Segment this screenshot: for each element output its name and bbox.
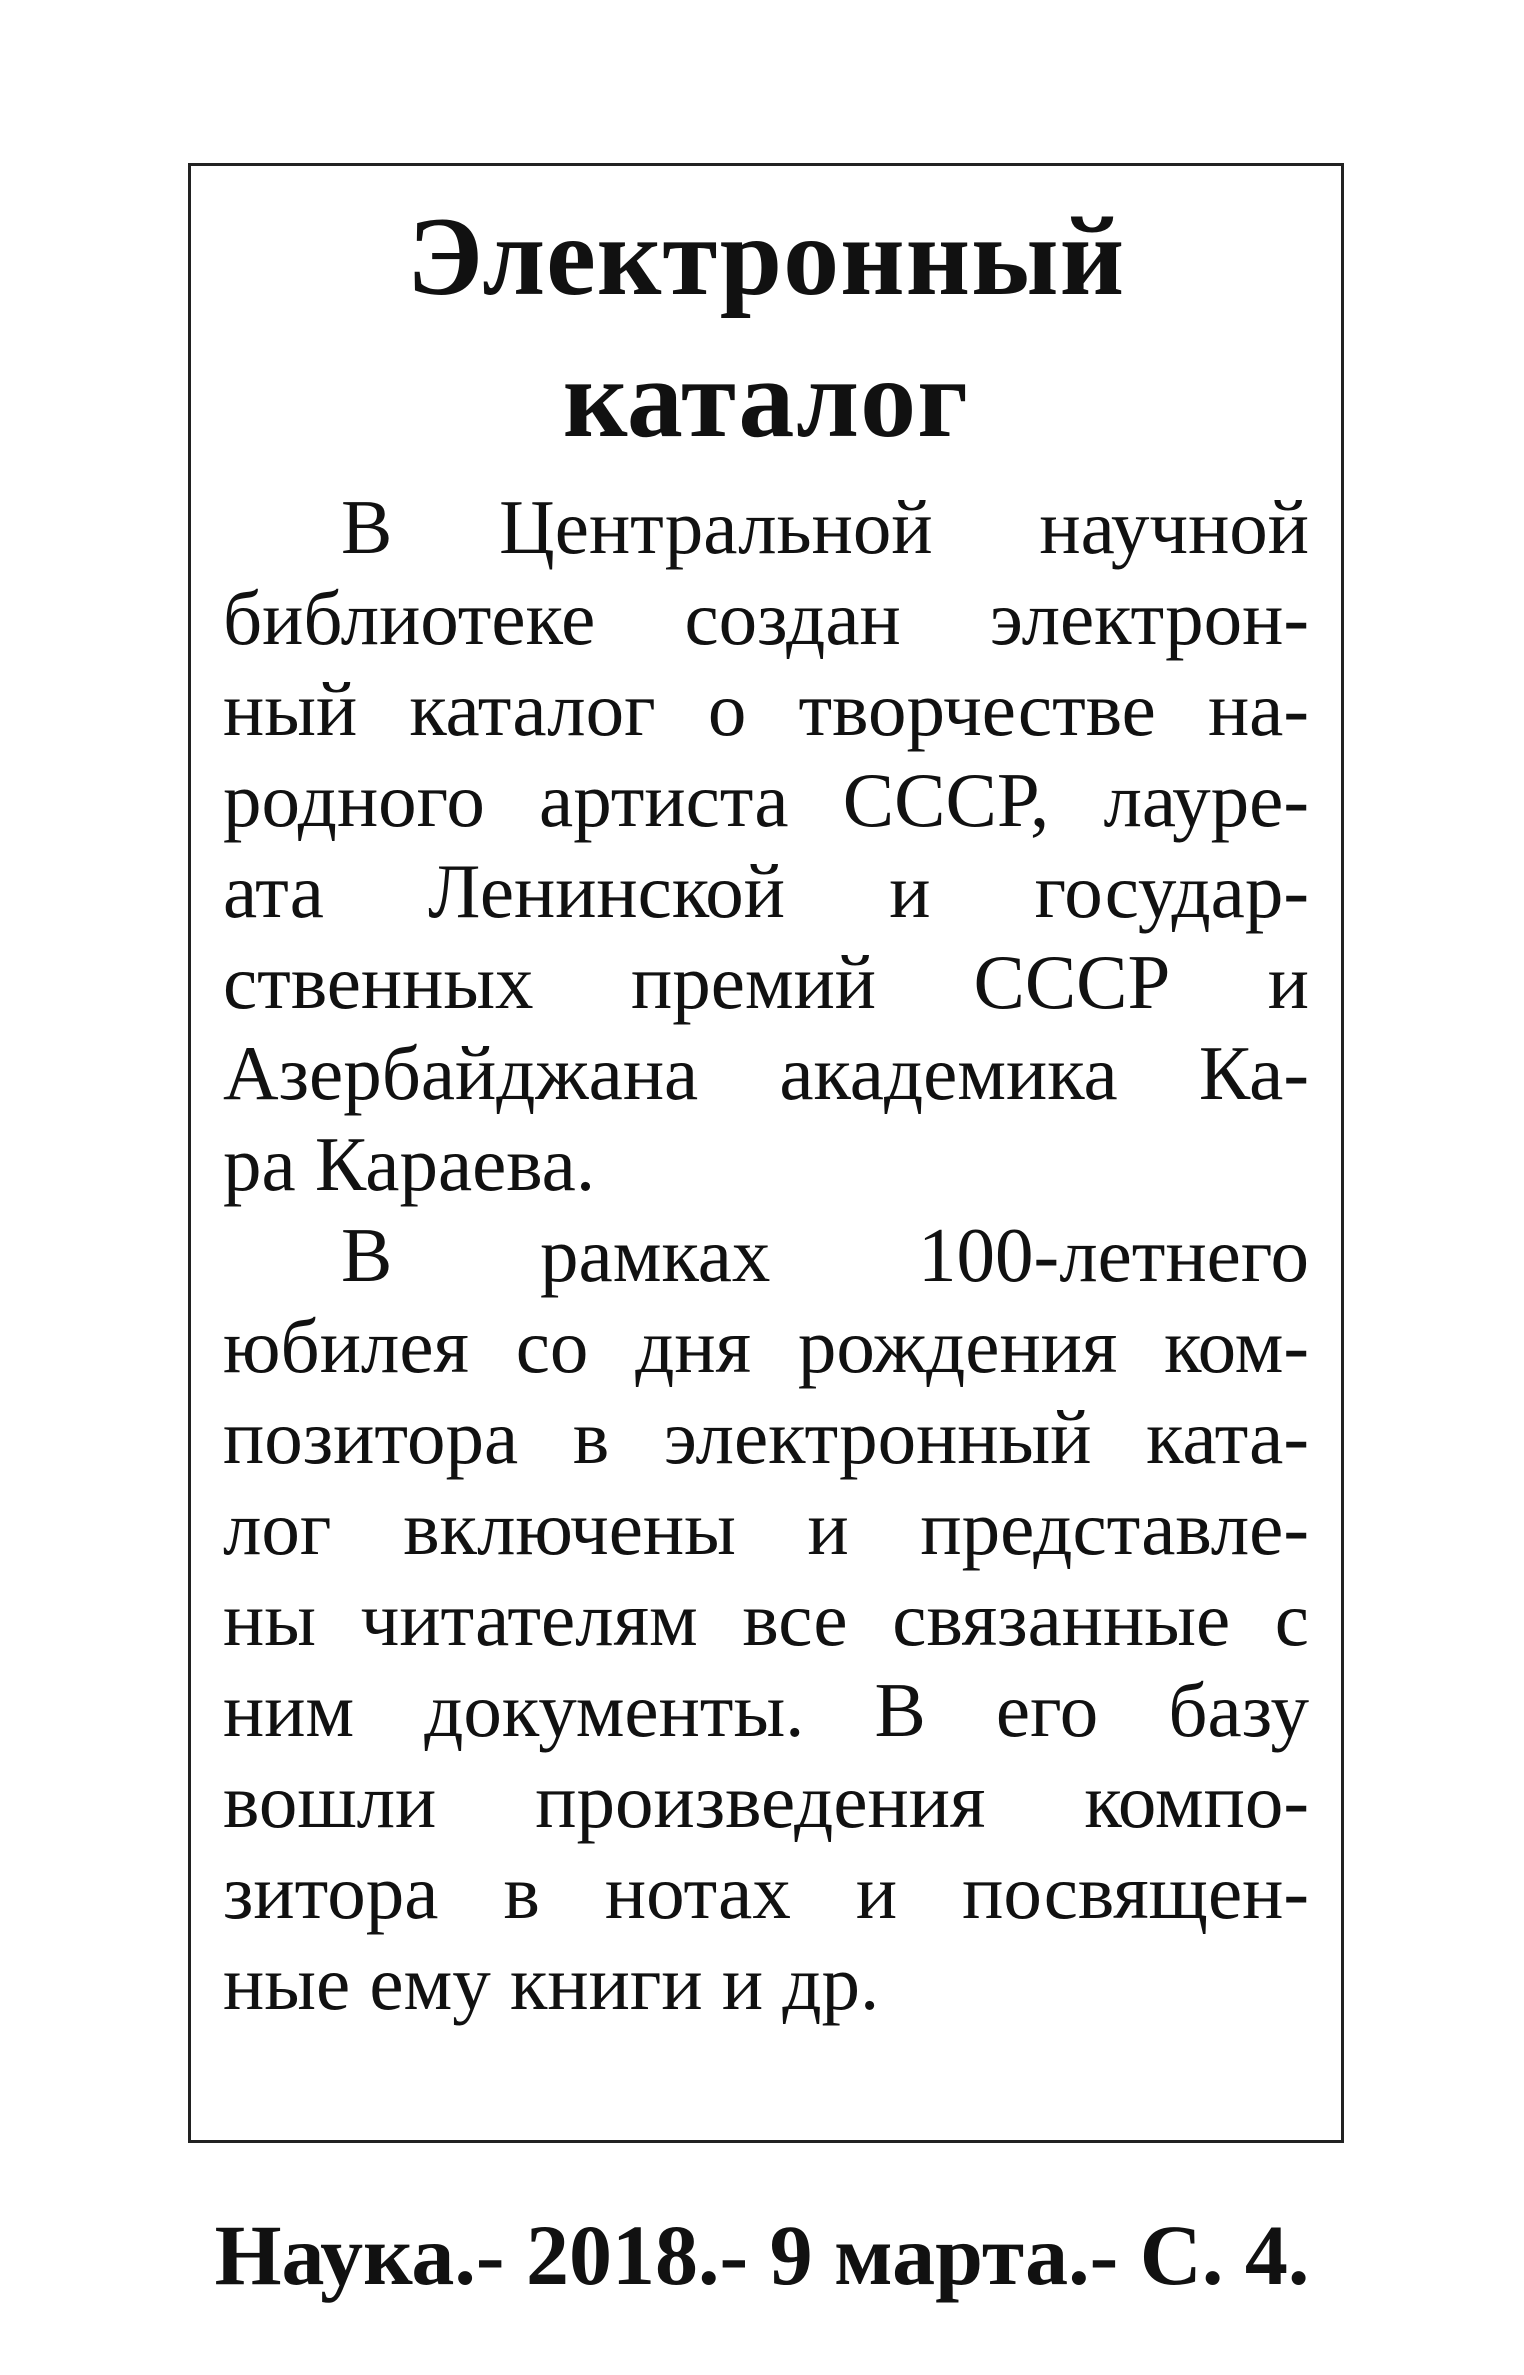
text-line: В Центральной научной	[341, 484, 1309, 570]
text-line: лог включены и представле-	[223, 1485, 1309, 1571]
article-paragraph	[223, 482, 1309, 1210]
article-paragraph	[223, 1210, 1309, 2029]
text-line: зитора в нотах и посвящен-	[223, 1849, 1309, 1935]
text-line: ны читателям все связанные с	[223, 1576, 1309, 1662]
source-citation: Наука.- 2018.- 9 марта.- С. 4.	[214, 2207, 1310, 2303]
text-line: позитора в электронный ката-	[223, 1394, 1309, 1480]
text-line: ный каталог о творчестве на-	[223, 666, 1309, 752]
text-line: вошли произведения компо-	[223, 1758, 1309, 1844]
article-body	[223, 482, 1309, 2029]
text-line: ра Караева.	[223, 1121, 596, 1207]
text-line: ата Ленинской и государ-	[223, 848, 1309, 934]
text-line: родного артиста СССР, лауре-	[223, 757, 1309, 843]
text-line: ные ему книги и др.	[223, 1940, 880, 2026]
text-line: В рамках 100-летнего	[341, 1212, 1309, 1298]
text-line: ственных премий СССР и	[223, 939, 1309, 1025]
text-line: Азербайджана академика Ка-	[223, 1030, 1309, 1116]
headline-line: Электронный	[406, 195, 1126, 319]
article-headline	[223, 186, 1309, 470]
text-line: библиотеке создан электрон-	[223, 575, 1309, 661]
text-line: юбилея со дня рождения ком-	[223, 1303, 1309, 1389]
newspaper-clipping	[188, 163, 1344, 2143]
headline-line: каталог	[563, 337, 969, 461]
text-line: ним документы. В его базу	[223, 1667, 1309, 1753]
